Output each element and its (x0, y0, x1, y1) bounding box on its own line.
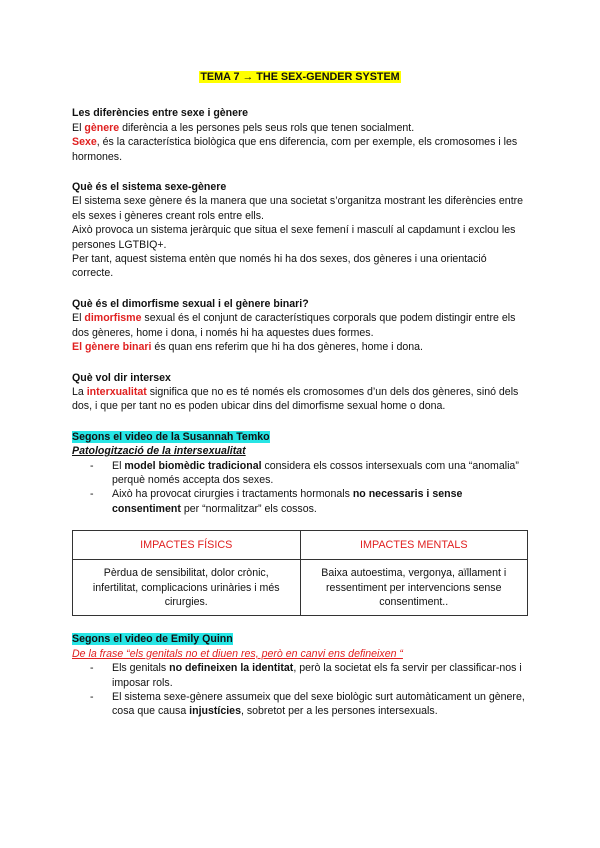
paragraph (72, 311, 528, 340)
bold-text: injustícies (189, 705, 241, 718)
text: El sistema sexe-gènere assumeix que del sexe biològic surt automàticament un gènere, cosa que causa (112, 691, 525, 718)
bold-text: no necessaris i sense consentiment (112, 488, 463, 515)
text: sexual és el conjunt de característiques corporals que podem distingir entre els dos gèneres, home i dona, i només hi ha aquestes dues formes. (72, 312, 516, 339)
paragraph: Això provoca un sistema jeràrquic que situa el sexe femení i masculí al capdamunt i exclou les persones LGTBIQ+. (72, 224, 516, 251)
text: , és la característica biològica que ens diferencia, com per exemple, els cromosomes i les hormones. (72, 136, 518, 163)
list-item (72, 661, 528, 690)
table-header-physical: IMPACTES FÍSICS (73, 531, 301, 560)
text: , sobretot per a les persones intersexuals. (240, 705, 438, 718)
table-cell-mental: Baixa autoestima, vergonya, aïllament i ressentiment per intervencions sense consentiment.. (300, 560, 528, 616)
table-header-row (73, 531, 528, 560)
term-genere: gènere (84, 121, 120, 134)
text: Això ha provocat cirurgies i tractaments hormonals (112, 488, 353, 501)
dash-bullet: - (90, 691, 94, 703)
bullet-list (72, 661, 528, 719)
text: La (72, 385, 87, 398)
highlight-heading-row (72, 430, 528, 444)
text: diferència a les persones pels seus rols que tenen socialment. (119, 121, 415, 134)
table-cell-physical: Pèrdua de sensibilitat, dolor crònic, infertilitat, complicacions urinàries i més cirurgies. (73, 560, 301, 616)
table-row (73, 560, 528, 616)
bold-text: model biomèdic tradicional (124, 459, 262, 472)
table-header-mental: IMPACTES MENTALS (300, 531, 528, 560)
term-genere-binari: El gènere binari (72, 341, 152, 354)
text: El (72, 312, 85, 325)
text: per “normalitzar” els cossos. (180, 502, 317, 515)
bold-text: no defineixen la identitat (169, 662, 294, 675)
document-content (72, 70, 528, 719)
page-title: TEMA 7 → THE SEX-GENDER SYSTEM (200, 71, 400, 83)
section-heading: Què és el dimorfisme sexual i el gènere binari? (72, 297, 309, 310)
paragraph: El sistema sexe gènere és la manera que una societat s’organitza mostrant les diferències entre els sexes i gèneres creant rols entre ells. (72, 195, 524, 222)
paragraph: Per tant, aquest sistema entèn que només hi ha dos sexes, dos gèneres i una orientació correcte. (72, 253, 487, 280)
subheading-quote: De la frase “els genitals no et diuen res, però en canvi ens defineixen “ (72, 647, 403, 660)
section-system (72, 180, 528, 281)
term-interxualitat: interxualitat (86, 385, 147, 398)
list-item (72, 487, 528, 516)
section-heading-highlighted: Segons el video de la Susannah Temko (72, 430, 270, 443)
subheading: Patologització de la intersexualitat (72, 445, 246, 458)
section-quinn (72, 632, 528, 718)
dash-bullet: - (90, 662, 94, 675)
highlight-heading-row (72, 632, 528, 646)
paragraph (72, 121, 528, 135)
text: és quan ens referim que hi ha dos gèneres, home i dona. (151, 341, 423, 354)
term-dimorfisme: dimorfisme (84, 312, 142, 325)
term-sexe: Sexe (72, 136, 97, 149)
text: El (72, 121, 85, 134)
text: El (112, 459, 125, 472)
impacts-table (72, 530, 528, 616)
text: , però la societat els fa servir per classificar-nos i imposar rols. (112, 662, 522, 689)
section-differences (72, 106, 528, 164)
paragraph (72, 135, 528, 164)
section-intersex (72, 371, 528, 414)
title-row (72, 70, 528, 84)
section-heading: Què és el sistema sexe-gènere (72, 181, 227, 194)
bullet-list (72, 459, 528, 517)
list-item (72, 690, 528, 719)
text: significa que no es té només els cromosomes d’un dels dos gèneres, sinó dels dos, i que per tant no es poden ubicar dins del dimorfisme sexual home o dona. (72, 385, 519, 413)
text: considera els cossos intersexuals com una “anomalia” perquè només accepta dos sexes. (112, 459, 519, 486)
section-dimorphism (72, 297, 528, 355)
section-heading: Les diferències entre sexe i gènere (72, 107, 249, 120)
section-heading: Què vol dir intersex (72, 371, 171, 384)
paragraph (72, 340, 528, 354)
text: Els genitals (112, 662, 170, 675)
list-item (72, 459, 528, 488)
dash-bullet: - (90, 459, 94, 472)
paragraph (72, 385, 528, 414)
section-temko (72, 430, 528, 617)
section-heading-highlighted: Segons el video de Emily Quinn (72, 633, 233, 646)
dash-bullet: - (90, 488, 94, 501)
